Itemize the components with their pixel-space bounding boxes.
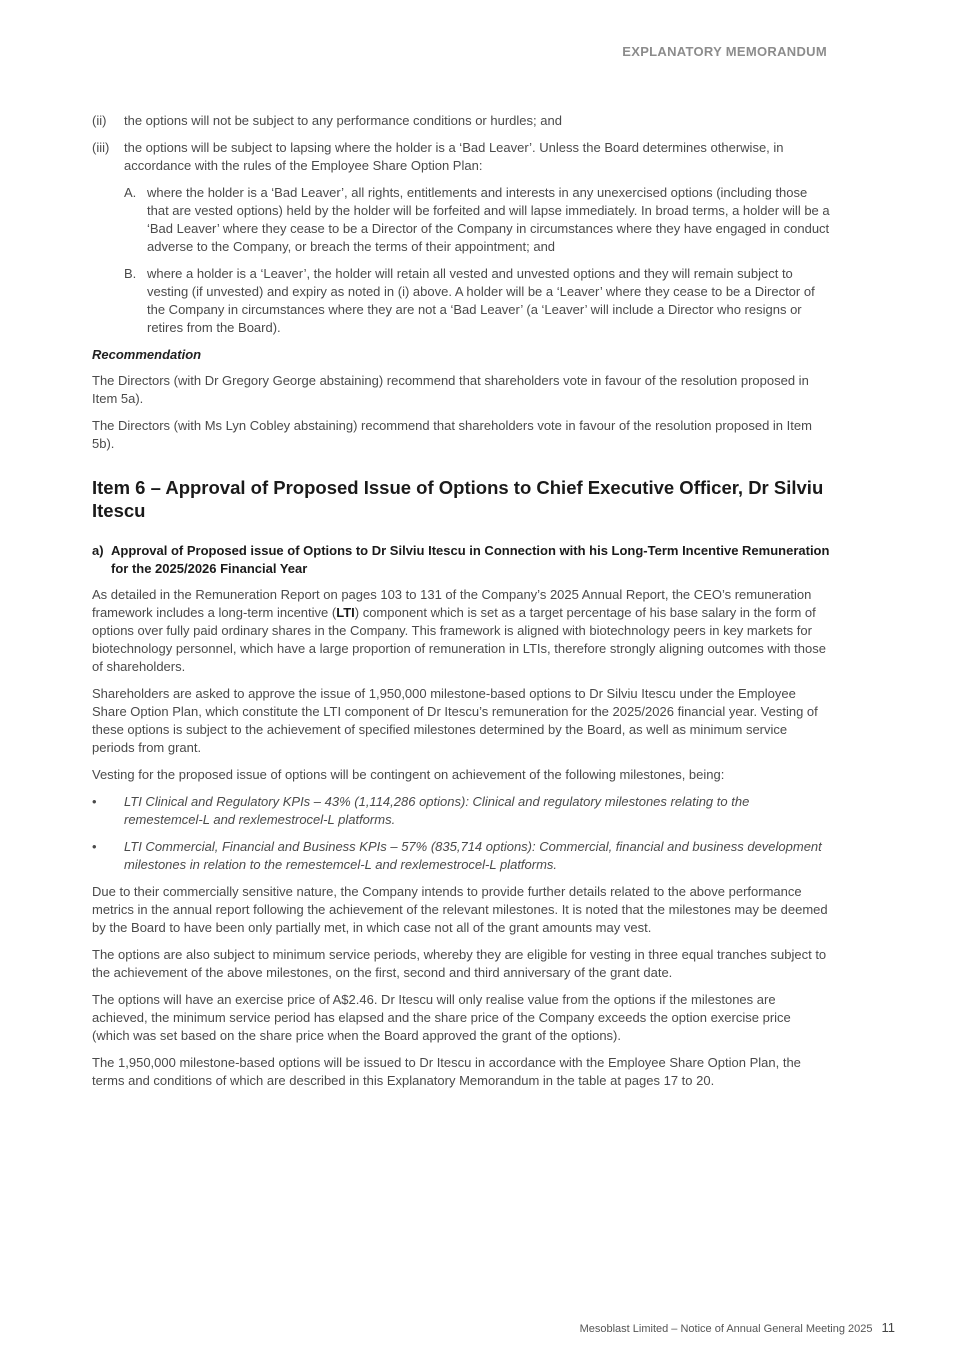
item6-subheading [92,542,830,578]
issuance-paragraph: The 1,950,000 milestone-based options will be issued to Dr Itescu in accordance with the Employee Share Option Plan, the terms and conditions of which are described in this Explanatory Memorandum in the table at pages 17 to 20. [92,1055,801,1088]
item6-sub-letter: a) [92,543,104,558]
vesting-paragraph: Vesting for the proposed issue of options will be contingent on achievement of the following milestones, being: [92,767,725,782]
bullet-marker: • [92,794,97,809]
bullet-text: LTI Clinical and Regulatory KPIs – 43% (1,114,286 options): Clinical and regulatory milestones relating to the remestemcel-L and rexlemestrocel-L platforms. [124,794,750,827]
bullet-marker: • [92,839,97,854]
page-number: 11 [881,1320,895,1335]
recommendation-heading: Recommendation [92,347,202,362]
sub-condition-letter: A. [124,185,137,200]
lti-paragraph [92,586,830,676]
condition-number: (iii) [92,140,110,155]
recommendation-paragraph: The Directors (with Dr Gregory George abstaining) recommend that shareholders vote in favour of the resolution proposed in Item 5a). [92,373,809,406]
bullet-text: LTI Commercial, Financial and Business KPIs – 57% (835,714 options): Commercial, financial and business development milestones in relation to the remestemcel-L and rexlemestrocel-L platforms. [124,839,822,872]
sensitivity-paragraph: Due to their commercially sensitive nature, the Company intends to provide further details related to the above performance metrics in the annual report following the achievement of the relevant milestones. It is noted that the milestones may be deemed by the Board to have been only partially met, in which case not all of the grant amounts may vest. [92,884,828,935]
lti-abbreviation: LTI [336,605,355,620]
milestone-bullet [92,838,830,874]
item6-sub-title: Approval of Proposed issue of Options to Dr Silviu Itescu in Connection with his Long-Term Incentive Remuneration for the 2025/2026 Financial Year [111,543,830,576]
service-period-paragraph: The options are also subject to minimum service periods, whereby they are eligible for vesting in three equal tranches subject to the achievement of the above milestones, on the first, second and third anniversary of the grant date. [92,947,827,980]
document-body [92,112,830,1099]
condition-text: the options will not be subject to any performance conditions or hurdles; and [124,113,562,128]
page-header-section-title: EXPLANATORY MEMORANDUM [622,44,827,59]
condition-number: (ii) [92,113,107,128]
recommendation-paragraph: The Directors (with Ms Lyn Cobley abstaining) recommend that shareholders vote in favour of the resolution proposed in Item 5b). [92,418,812,451]
sub-condition-text: where the holder is a ‘Bad Leaver’, all rights, entitlements and interests in any unexercised options (including those that are vested options) held by the holder will be forfeited and will lapse immediately. In broad terms, a holder will be a ‘Bad Leaver’ where they cease to be a Director of the Company in circumstances where they have engaged in conduct adverse to the Company, or breach the terms of their appointment; and [147,185,830,254]
sub-condition-item [124,265,830,337]
exercise-price-paragraph: The options will have an exercise price of A$2.46. Dr Itescu will only realise value from the options if the milestones are achieved, the minimum service period has elapsed and the share price of the Company exceeds the option exercise price (which was set based on the share price when the Board approved the grant of the options). [92,992,791,1043]
condition-item [92,139,830,175]
page-footer [580,1320,895,1335]
approval-paragraph: Shareholders are asked to approve the issue of 1,950,000 milestone-based options to Dr Silviu Itescu under the Employee Share Option Plan, which constitute the LTI component of Dr Itescu’s remuneration for the 2025/2026 financial year. Vesting of these options is subject to the achievement of specified milestones determined by the Board, as well as minimum service periods from grant. [92,686,818,755]
milestone-bullet [92,793,830,829]
sub-condition-text: where a holder is a ‘Leaver’, the holder will retain all vested and unvested options and they will remain subject to vesting (if unvested) and expiry as noted in (i) above. A holder will be a ‘Leaver’ where they cease to be a Director of the Company in circumstances where they are not a ‘Bad Leaver’ (a ‘Leaver’ will include a Director who resigns or retires from the Board). [147,266,815,335]
item6-heading: Item 6 – Approval of Proposed Issue of Options to Chief Executive Officer, Dr Silviu Itescu [92,477,824,521]
lti-paragraph-end: ) component which is set as a target percentage of his base salary in the form of options over fully paid ordinary shares in the Company. This framework is aligned with biotechnology peers in key markets for biotechnology personnel, which have a large proportion of remuneration in LTIs, therefore strongly aligning outcomes with those of shareholders. [92,605,826,674]
sub-condition-letter: B. [124,266,137,281]
condition-text: the options will be subject to lapsing where the holder is a ‘Bad Leaver’. Unless the Board determines otherwise, in accordance with the rules of the Employee Share Option Plan: [124,140,784,173]
lti-paragraph-start: As detailed in the Remuneration Report on pages 103 to 131 of the Company’s 2025 Annual Report, the CEO’s remuneration framework includes a long-term incentive ( [92,587,812,620]
footer-document-title: Mesoblast Limited – Notice of Annual General Meeting 2025 [579,1323,873,1335]
sub-condition-item [124,184,830,256]
condition-item [92,112,830,130]
